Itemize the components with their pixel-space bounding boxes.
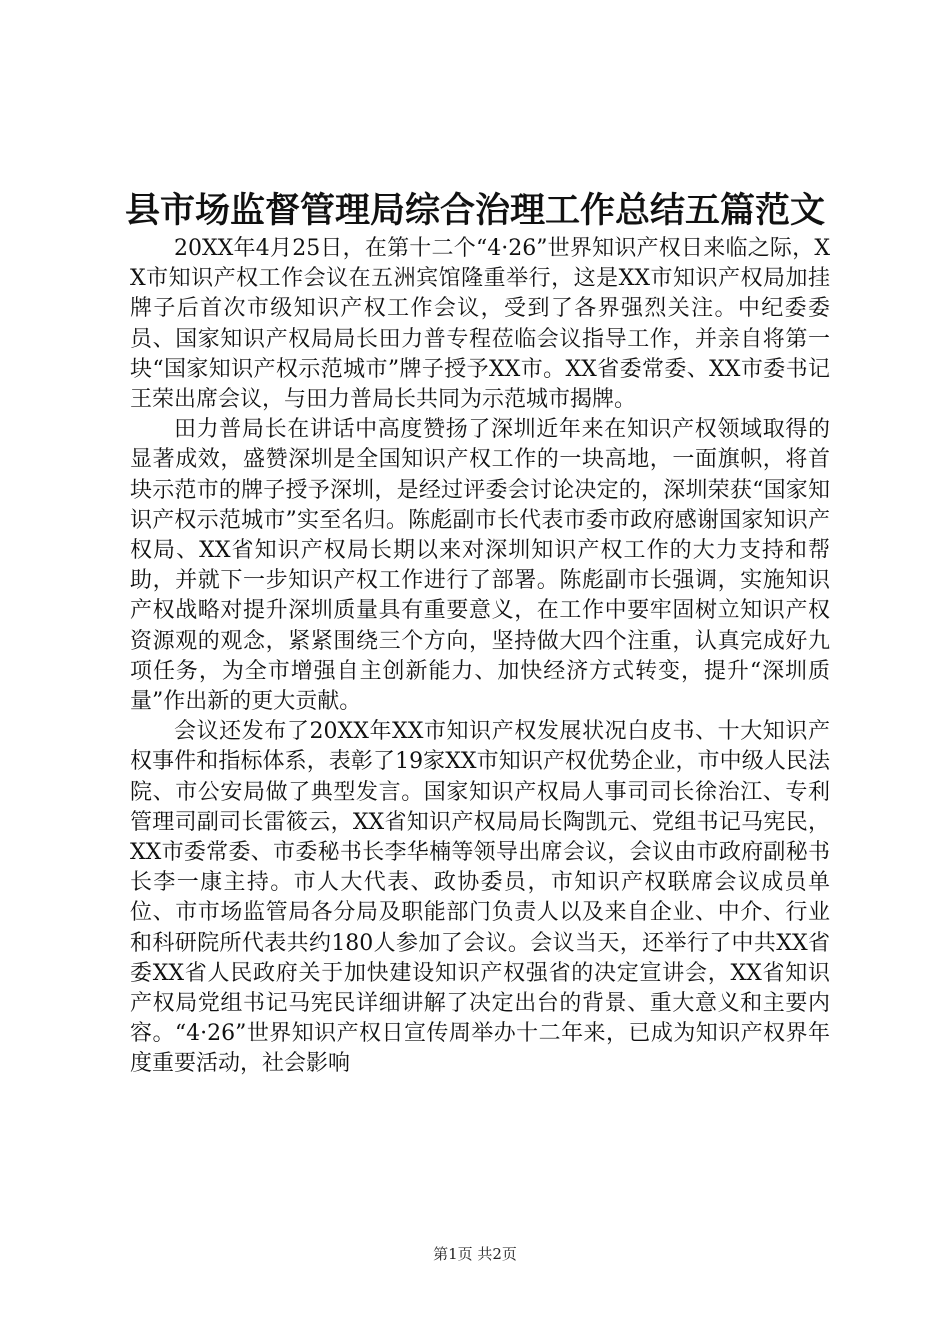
body-paragraph-2: 田力普局长在讲话中高度赞扬了深圳近年来在知识产权领域取得的显著成效，盛赞深圳是全国知识产权工作的一块高地，一面旗帜，将首块示范市的牌子授予深圳，是经过评委会讨论决定的，深圳荣获“国家知识产权示范城市”实至名归。陈彪副市长代表市委市政府感谢国家知识产权局、XX省知识产权局长期以来对深圳知识产权工作的大力支持和帮助，并就下一步知识产权工作进行了部署。陈彪副市长强调，实施知识产权战略对提升深圳质量具有重要意义，在工作中要牢固树立知识产权资源观的观念，紧紧围绕三个方向，坚持做大四个注重，认真完成好九项任务，为全市增强自主创新能力、加快经济方式转变，提升“深圳质量”作出新的更大贡献。 [130, 417, 830, 715]
body-paragraph-3: 会议还发布了20XX年XX市知识产权发展状况白皮书、十大知识产权事件和指标体系，表彰了19家XX市知识产权优势企业，市中级人民法院、市公安局做了典型发言。国家知识产权局人事司司长徐治江、专利管理司副司长雷筱云，XX省知识产权局局长陶凯元、党组书记马宪民，XX市委常委、市委秘书长李华楠等领导出席会议，会议由市政府副秘书长李一康主持。市人大代表、政协委员，市知识产权联席会议成员单位、市市场监管局各分局及职能部门负责人以及来自企业、中介、行业和科研院所代表共约180人参加了会议。会议当天，还举行了中共XX省委XX省人民政府关于加快建设知识产权强省的决定宣讲会，XX省知识产权局党组书记马宪民详细讲解了决定出台的背景、重大意义和主要内容。“4·26”世界知识产权日宣传周举办十二年来，已成为知识产权界年度重要活动，社会影响 [130, 719, 830, 1077]
document-title: 县市场监督管理局综合治理工作总结五篇范文 [124, 190, 825, 231]
body-paragraph-1: 20XX年4月25日，在第十二个“4·26”世界知识产权日来临之际，XX市知识产权工作会议在五洲宾馆隆重举行，这是XX市知识产权局加挂牌子后首次市级知识产权工作会议，受到了各界强烈关注。中纪委委员、国家知识产权局局长田力普专程莅临会议指导工作，并亲自将第一块“国家知识产权示范城市”牌子授予XX市。XX省委常委、XX市委书记王荣出席会议，与田力普局长共同为示范城市揭牌。 [130, 236, 830, 413]
document-body [130, 234, 830, 1080]
page-number-footer: 第1页 共2页 [433, 1245, 517, 1263]
